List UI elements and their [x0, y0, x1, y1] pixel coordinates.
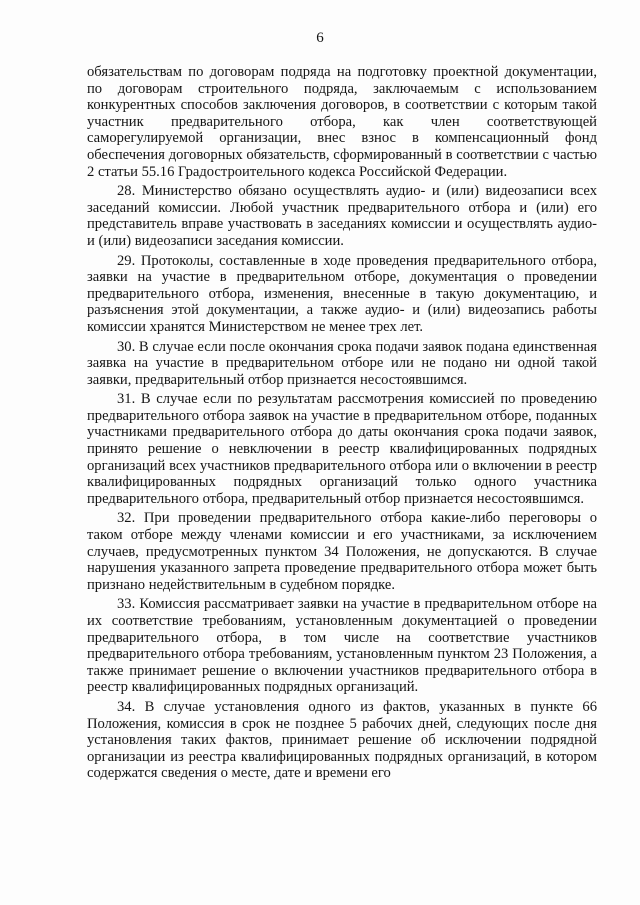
paragraph-28: 28. Министерство обязано осуществлять аудио- и (или) видеозаписи всех заседаний комиссии. Любой участник предварительного отбора и (или) его представитель вправе участвовать в заседаниях комиссии и осуществлять аудио- и (или) видеозаписи заседания комиссии.	[87, 183, 597, 249]
paragraph-33: 33. Комиссия рассматривает заявки на участие в предварительном отборе на их соответствие требованиям, установленным документацией о проведении предварительного отбора, в том числе на соответствие участников предварительного отбора требованиям, установленным пунктом 23 Положения, а также принимает решение о включении участников предварительного отбора в реестр квалифицированных подрядных организаций.	[87, 596, 597, 696]
page-number: 6	[316, 30, 324, 46]
document-body	[87, 64, 597, 785]
paragraph-30: 30. В случае если после окончания срока подачи заявок подана единственная заявка на участие в предварительном отборе или не подано ни одной такой заявки, предварительный отбор признается несостоявшимся.	[87, 338, 597, 388]
paragraph-31: 31. В случае если по результатам рассмотрения комиссией по проведению предварительного отбора заявок на участие в предварительном отборе, поданных участниками предварительного отбора до даты окончания срока подачи заявок, принято решение о невключении в реестр квалифицированных подрядных организаций всех участников предварительного отбора или о включении в реестр квалифицированных подрядных организаций только одного участника предварительного отбора, предварительный отбор признается несостоявшимся.	[87, 391, 597, 507]
paragraph-continuation: обязательствам по договорам подряда на подготовку проектной документации, по договорам строительного подряда, заключаемым с использованием конкурентных способов заключения договоров, в соответствии с которым такой участник предварительного отбора, как член соответствующей саморегулируемой организации, внес взнос в компенсационный фонд обеспечения договорных обязательств, сформированный в соответствии с частью 2 статьи 55.16 Градостроительного кодекса Российской Федерации.	[87, 64, 597, 180]
paragraph-34: 34. В случае установления одного из фактов, указанных в пункте 66 Положения, комиссия в срок не позднее 5 рабочих дней, следующих после дня установления таких фактов, принимает решение об исключении подрядной организации из реестра квалифицированных подрядных организаций, в котором содержатся сведения о месте, дате и времени его	[87, 698, 597, 782]
paragraph-32: 32. При проведении предварительного отбора какие-либо переговоры о таком отборе между членами комиссии и его участниками, за исключением случаев, предусмотренных пунктом 34 Положения, не допускаются. В случае нарушения указанного запрета проведение предварительного отбора может быть признано недействительным в судебном порядке.	[87, 510, 597, 593]
paragraph-29: 29. Протоколы, составленные в ходе проведения предварительного отбора, заявки на участие в предварительном отборе, документация о проведении предварительного отбора, изменения, внесенные в такую документацию, и разъяснения этой документации, а также аудио- и (или) видеозапись работы комиссии хранятся Министерством не менее трех лет.	[87, 252, 597, 335]
